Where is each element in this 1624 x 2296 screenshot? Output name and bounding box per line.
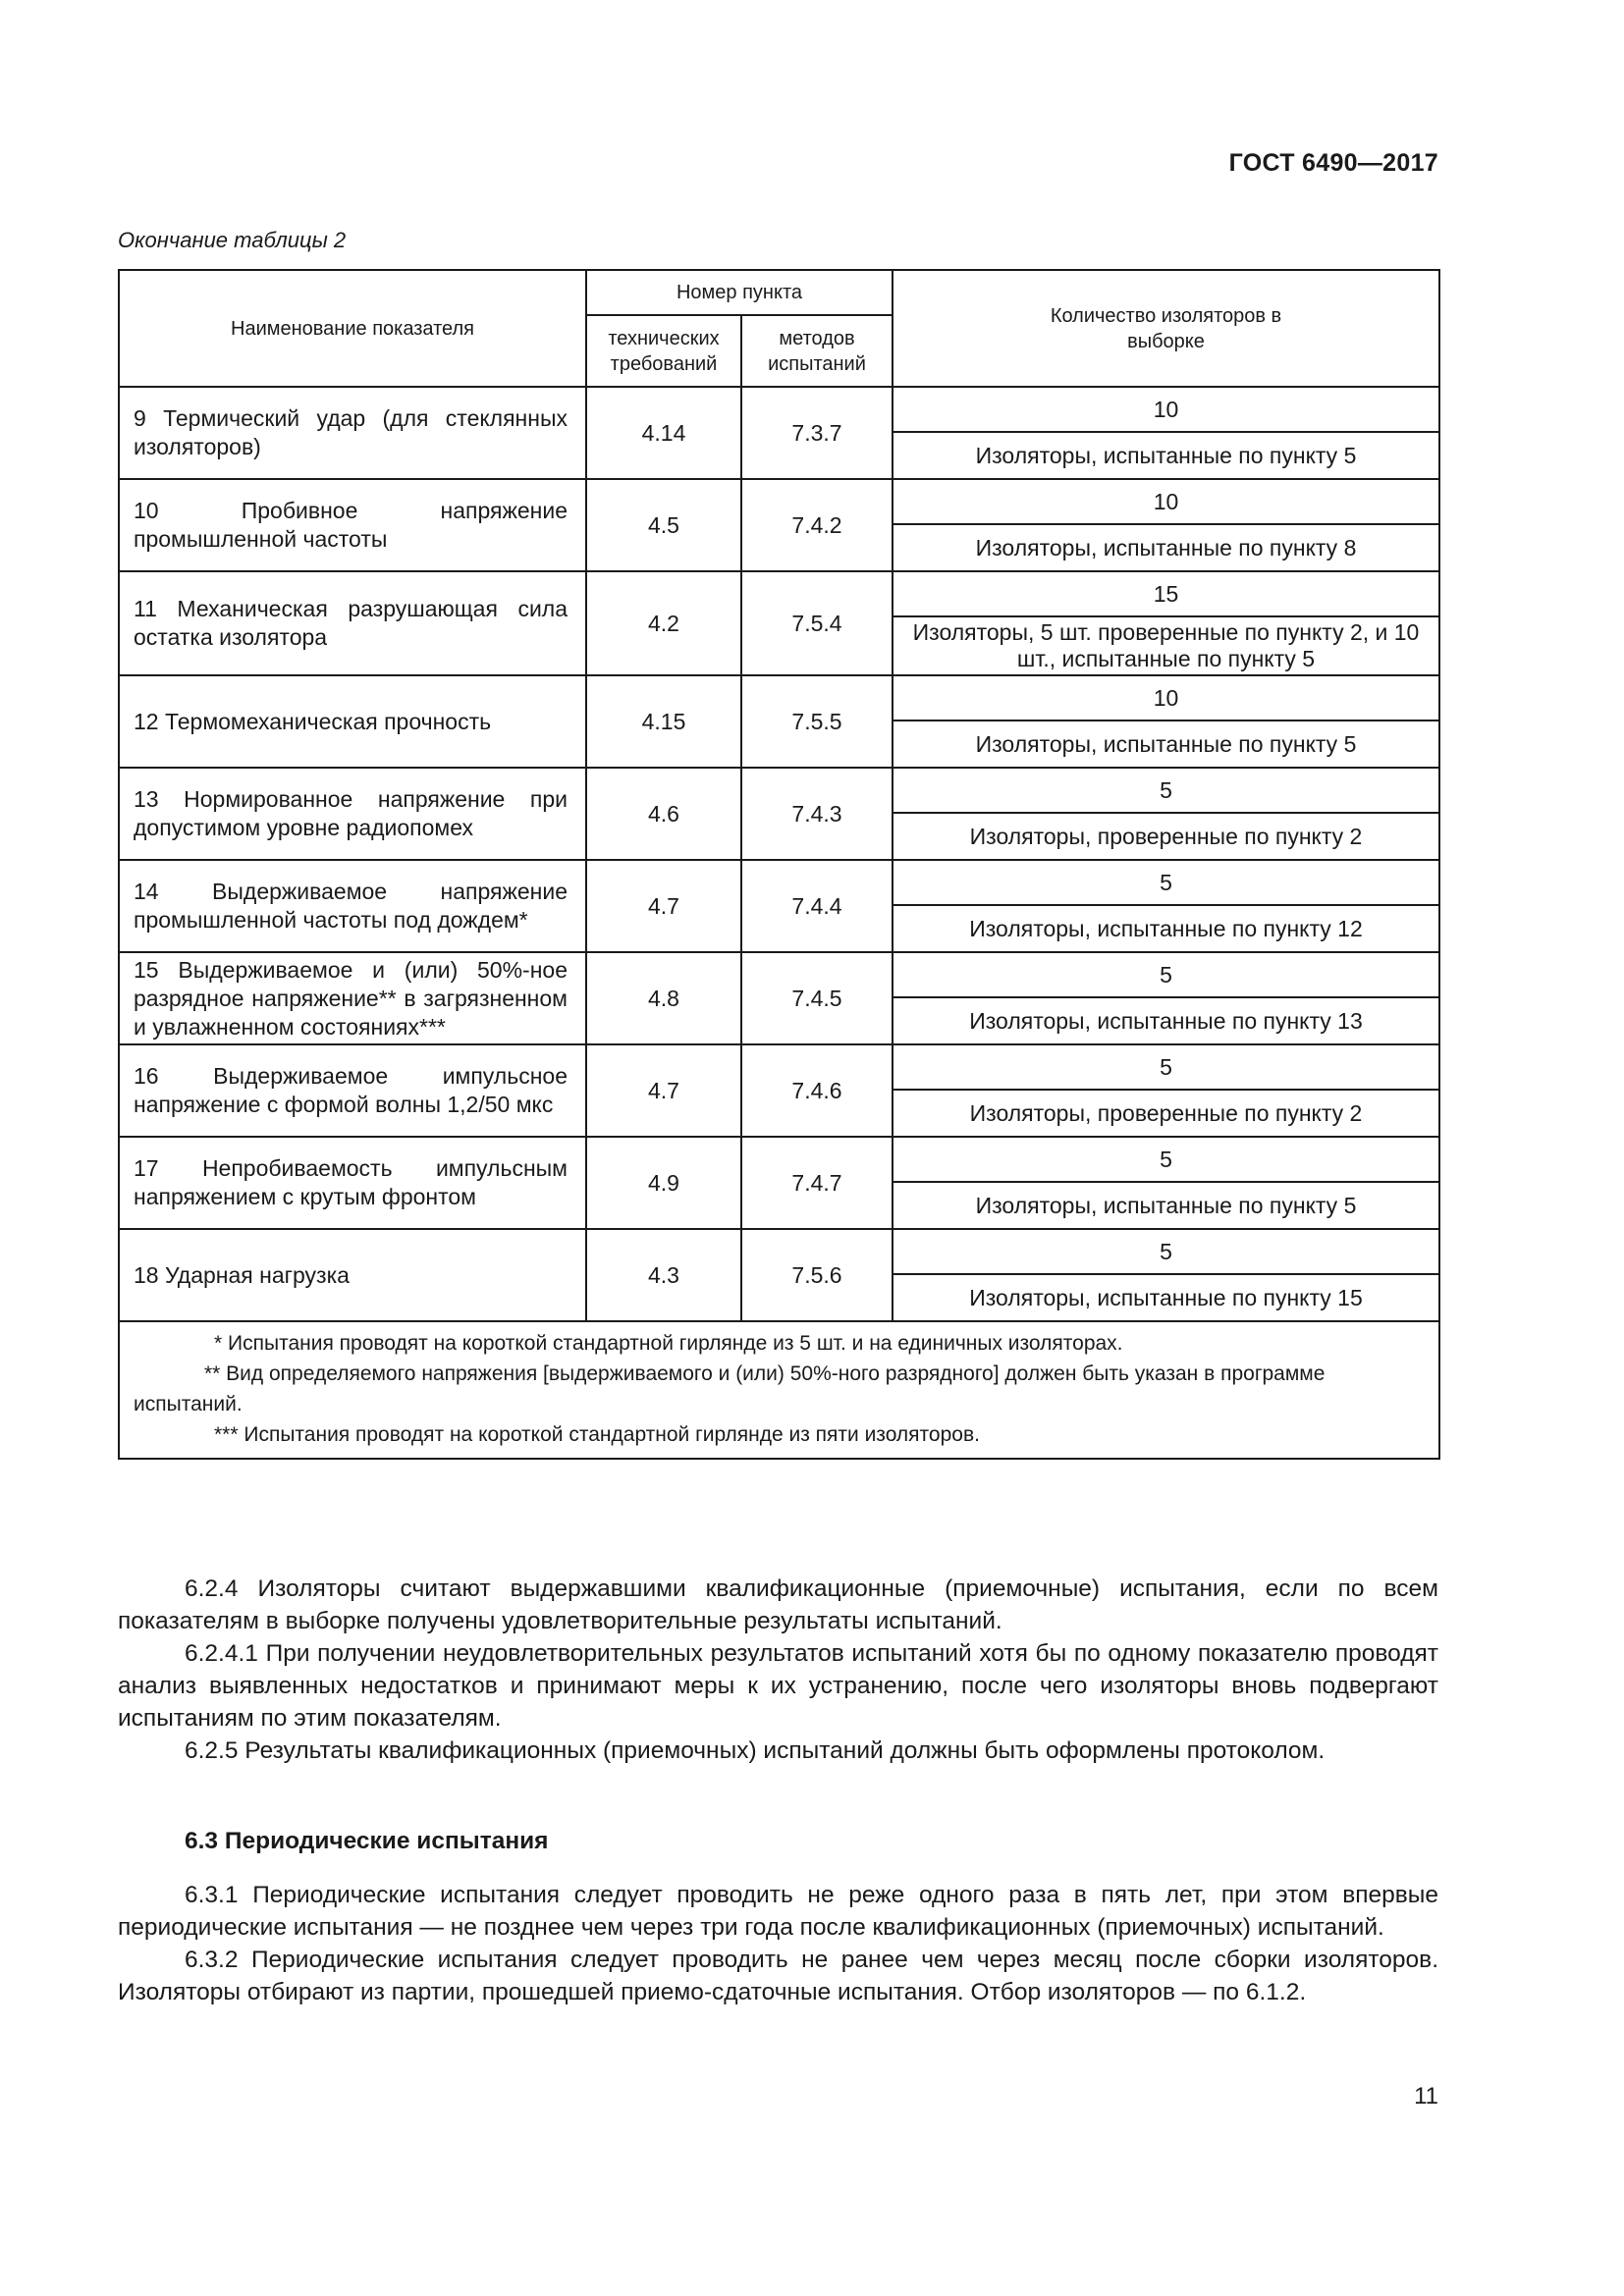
col-header-item-number: Номер пункта — [586, 270, 893, 315]
row-technical-requirement: 4.3 — [586, 1229, 741, 1321]
standard-code: ГОСТ 6490—2017 — [1228, 149, 1438, 177]
paragraph: 6.2.4.1 При получении неудовлетворительных результатов испытаний хотя бы по одному показателю проводят анализ выявленных недостатков и принимают меры к их устранению, после чего изоляторы вновь подвергают испытаниям по этим показателям. — [118, 1640, 1438, 1732]
row-sample-count: 5 — [893, 768, 1439, 813]
row-sample-count: 15 — [893, 571, 1439, 616]
footnote: * Испытания проводят на короткой стандартной гирлянде из 5 шт. и на единичных изоляторах. — [214, 1332, 1123, 1355]
body-paragraphs-1 — [118, 1573, 1438, 1767]
table-row — [119, 675, 1439, 721]
row-technical-requirement: 4.8 — [586, 952, 741, 1044]
table-row — [119, 768, 1439, 813]
requirements-table — [118, 269, 1440, 1460]
row-sample-count: 10 — [893, 479, 1439, 524]
table-row — [119, 571, 1439, 616]
table-row — [119, 1044, 1439, 1090]
row-technical-requirement: 4.7 — [586, 860, 741, 952]
table-footnotes — [119, 1321, 1439, 1459]
row-test-method: 7.5.5 — [741, 675, 893, 768]
row-test-method: 7.5.4 — [741, 571, 893, 675]
row-indicator-name: 15 Выдерживаемое и (или) 50%-ное разрядное напряжение** в загрязненном и увлажненном состояниях*** — [119, 952, 586, 1044]
table-body — [119, 387, 1439, 1321]
table-row — [119, 479, 1439, 524]
row-test-method: 7.4.6 — [741, 1044, 893, 1137]
row-technical-requirement: 4.7 — [586, 1044, 741, 1137]
row-technical-requirement: 4.5 — [586, 479, 741, 571]
paragraph: 6.3.1 Периодические испытания следует проводить не реже одного раза в пять лет, при этом впервые периодические испытания — не позднее чем через три года после квалификационных (приемочных) испытаний. — [118, 1882, 1438, 1941]
row-sample-description: Изоляторы, испытанные по пункту 12 — [893, 905, 1439, 952]
row-indicator-name: 11 Механическая разрушающая сила остатка изолятора — [119, 571, 586, 675]
row-indicator-name: 16 Выдерживаемое импульсное напряжение с формой волны 1,2/50 мкс — [119, 1044, 586, 1137]
table-row — [119, 1137, 1439, 1182]
row-indicator-name: 10 Пробивное напряжение промышленной частоты — [119, 479, 586, 571]
table-caption: Окончание таблицы 2 — [118, 228, 347, 252]
row-sample-count: 5 — [893, 952, 1439, 997]
row-technical-requirement: 4.15 — [586, 675, 741, 768]
footnote: ** Вид определяемого напряжения [выдерживаемого и (или) 50%-ного разрядного] должен быть указан в программе испытаний. — [134, 1362, 1326, 1415]
row-sample-description: Изоляторы, испытанные по пункту 15 — [893, 1274, 1439, 1321]
paragraph: 6.3.2 Периодические испытания следует проводить не ранее чем через месяц после сборки изоляторов. Изоляторы отбирают из партии, прошедшей приемо-сдаточные испытания. Отбор изоляторов — по 6.1.2. — [118, 1947, 1438, 2005]
row-sample-description: Изоляторы, испытанные по пункту 5 — [893, 432, 1439, 479]
row-test-method: 7.4.3 — [741, 768, 893, 860]
paragraph: 6.2.5 Результаты квалификационных (приемочных) испытаний должны быть оформлены протоколом. — [185, 1737, 1326, 1764]
row-sample-count: 5 — [893, 860, 1439, 905]
row-indicator-name: 18 Ударная нагрузка — [119, 1229, 586, 1321]
row-sample-description: Изоляторы, проверенные по пункту 2 — [893, 1090, 1439, 1137]
row-test-method: 7.4.4 — [741, 860, 893, 952]
row-sample-count: 10 — [893, 675, 1439, 721]
row-test-method: 7.4.5 — [741, 952, 893, 1044]
row-sample-description: Изоляторы, испытанные по пункту 5 — [893, 1182, 1439, 1229]
table-row — [119, 860, 1439, 905]
table-row — [119, 952, 1439, 997]
row-test-method: 7.5.6 — [741, 1229, 893, 1321]
row-sample-count: 5 — [893, 1044, 1439, 1090]
col-header-indicator: Наименование показателя — [119, 270, 586, 387]
row-technical-requirement: 4.9 — [586, 1137, 741, 1229]
footnote: *** Испытания проводят на короткой стандартной гирлянде из пяти изоляторов. — [214, 1423, 980, 1446]
row-test-method: 7.4.7 — [741, 1137, 893, 1229]
row-sample-count: 10 — [893, 387, 1439, 432]
paragraph: 6.2.4 Изоляторы считают выдержавшими квалификационные (приемочные) испытания, если по всем показателям в выборке получены удовлетворительные результаты испытаний. — [118, 1575, 1438, 1634]
body-paragraphs-2 — [118, 1879, 1438, 2008]
row-sample-description: Изоляторы, испытанные по пункту 13 — [893, 997, 1439, 1044]
row-sample-count: 5 — [893, 1137, 1439, 1182]
row-indicator-name: 17 Непробиваемость импульсным напряжением с крутым фронтом — [119, 1137, 586, 1229]
section-title: 6.3 Периодические испытания — [185, 1828, 549, 1854]
row-indicator-name: 13 Нормированное напряжение при допустимом уровне радиопомех — [119, 768, 586, 860]
row-sample-description: Изоляторы, проверенные по пункту 2 — [893, 813, 1439, 860]
row-technical-requirement: 4.6 — [586, 768, 741, 860]
row-sample-description: Изоляторы, испытанные по пункту 5 — [893, 721, 1439, 768]
row-sample-description: Изоляторы, испытанные по пункту 8 — [893, 524, 1439, 571]
row-indicator-name: 12 Термомеханическая прочность — [119, 675, 586, 768]
col-header-sample-count: Количество изоляторов в выборке — [893, 270, 1439, 387]
table-row — [119, 1229, 1439, 1274]
col-header-technical-requirements: технических требований — [586, 315, 741, 387]
table-row — [119, 387, 1439, 432]
row-sample-description: Изоляторы, 5 шт. проверенные по пункту 2, и 10 шт., испытанные по пункту 5 — [893, 616, 1439, 675]
col-header-test-methods: методов испытаний — [741, 315, 893, 387]
row-indicator-name: 14 Выдерживаемое напряжение промышленной частоты под дождем* — [119, 860, 586, 952]
row-indicator-name: 9 Термический удар (для стеклянных изоляторов) — [119, 387, 586, 479]
row-technical-requirement: 4.14 — [586, 387, 741, 479]
row-technical-requirement: 4.2 — [586, 571, 741, 675]
page-number: 11 — [1414, 2083, 1438, 2109]
row-test-method: 7.4.2 — [741, 479, 893, 571]
row-test-method: 7.3.7 — [741, 387, 893, 479]
row-sample-count: 5 — [893, 1229, 1439, 1274]
